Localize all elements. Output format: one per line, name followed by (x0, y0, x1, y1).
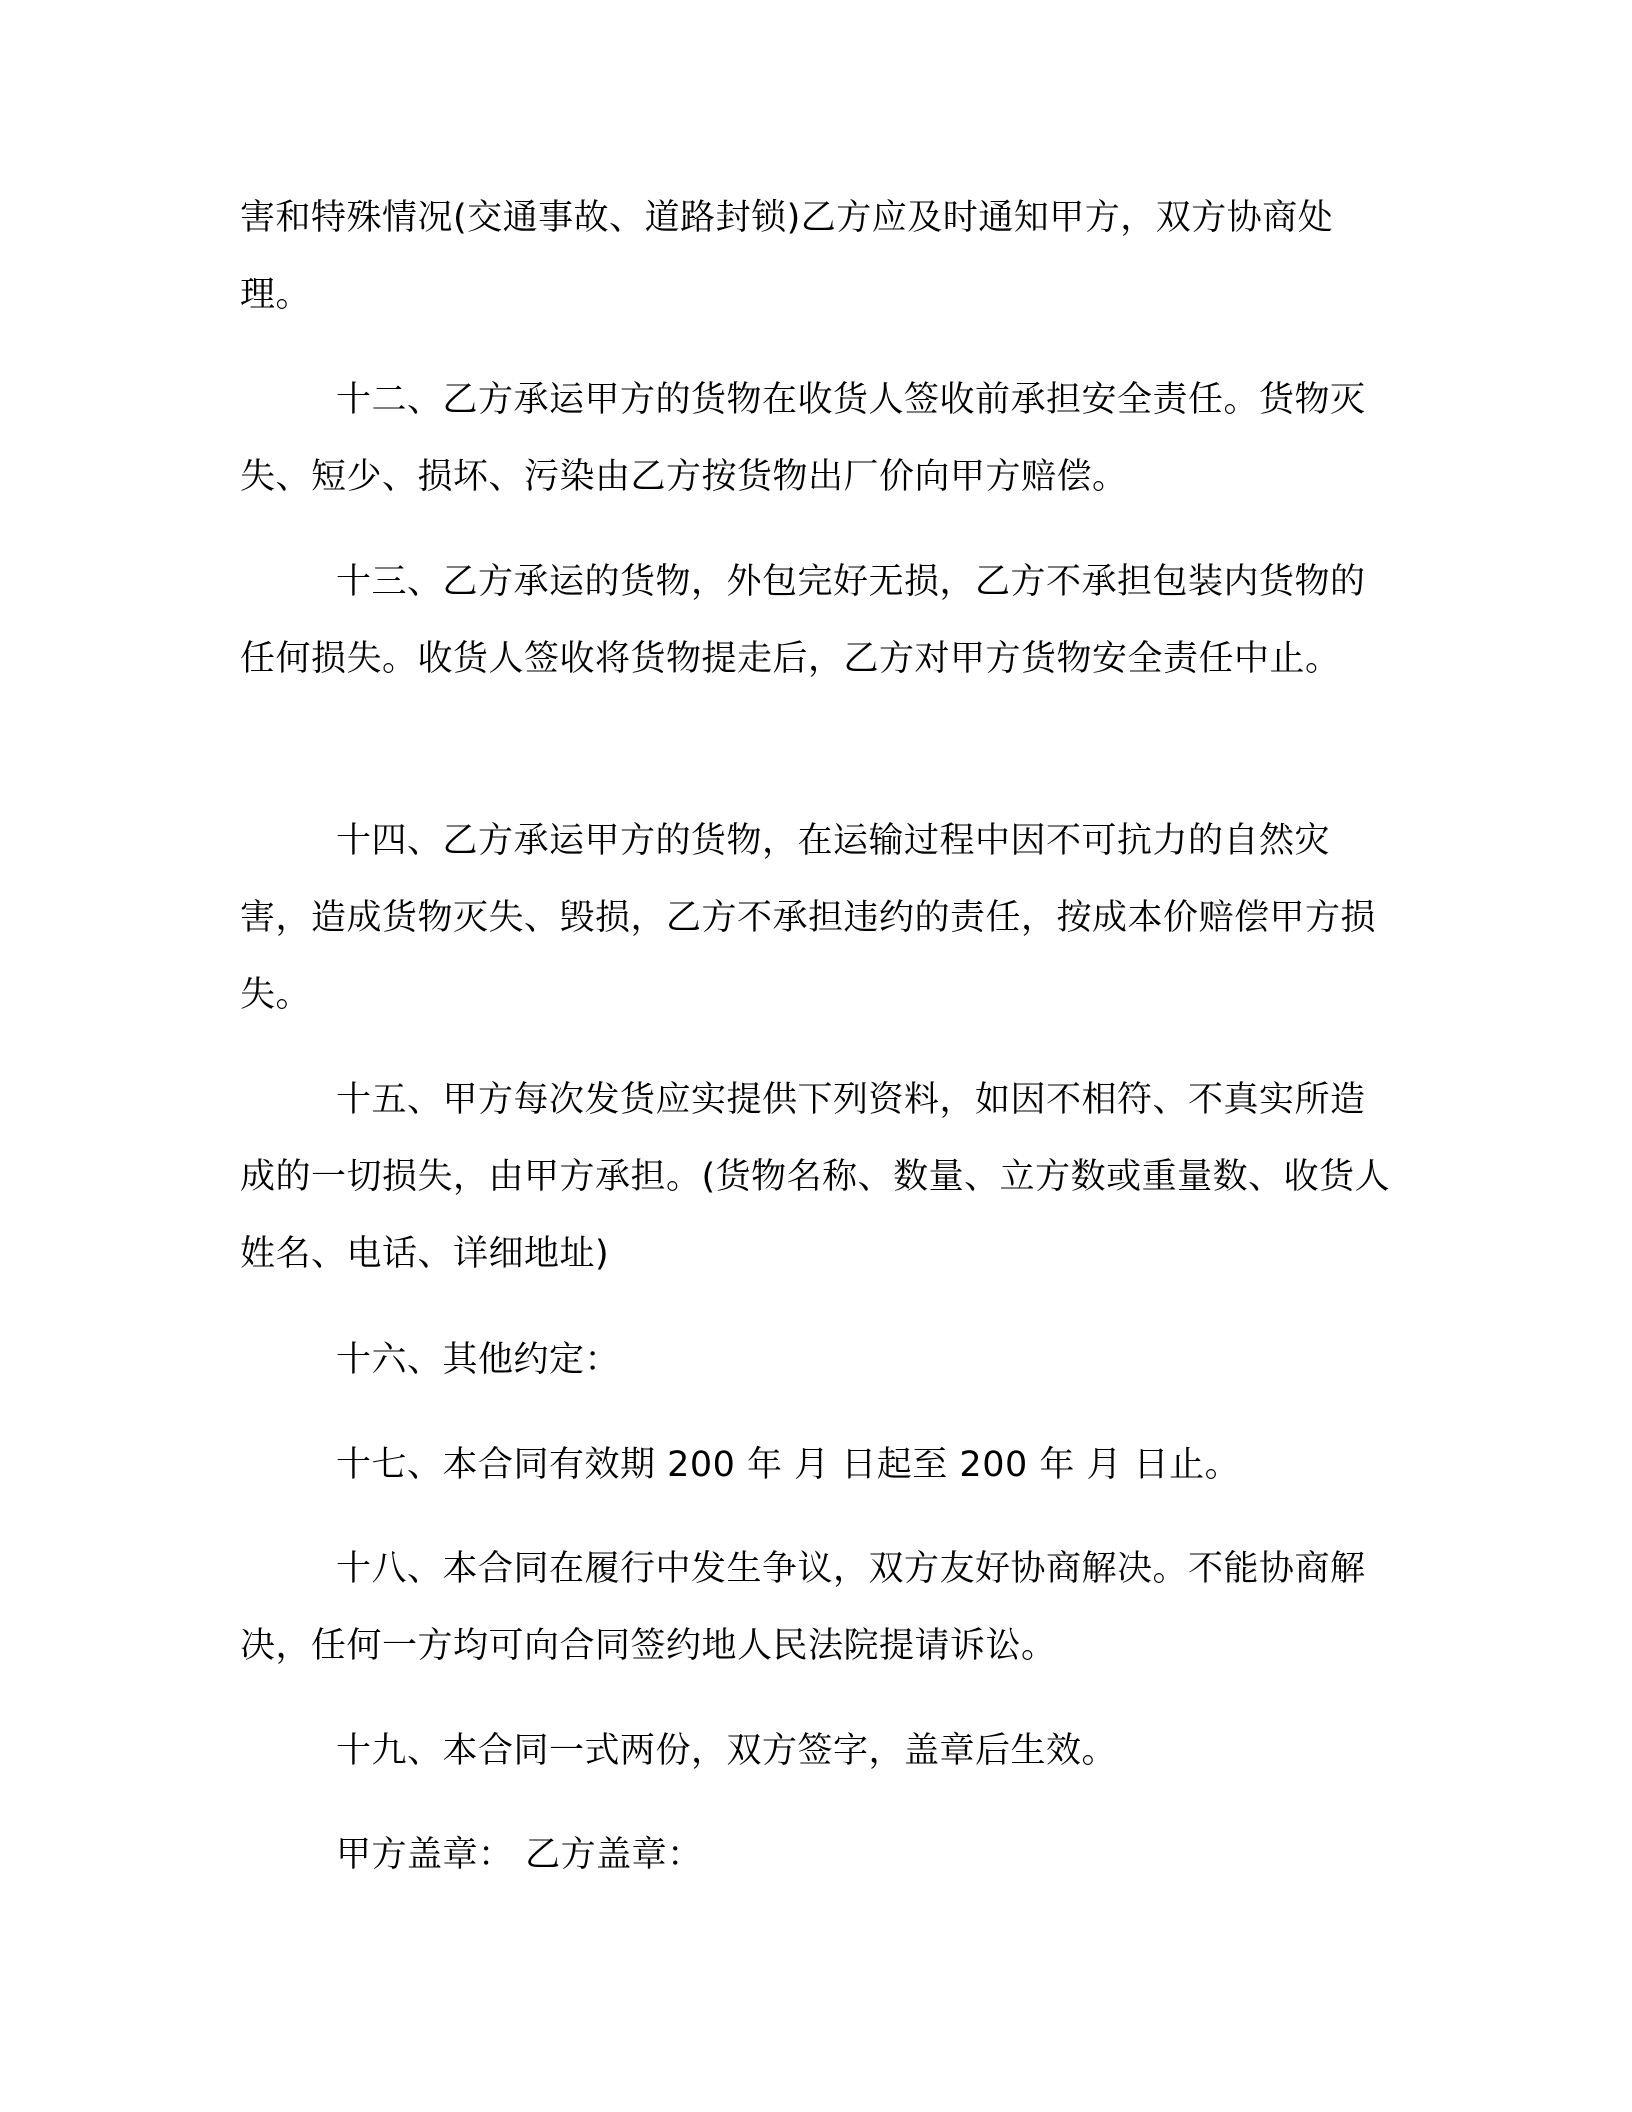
signature-line: 甲方盖章： 乙方盖章： (336, 1835, 703, 1875)
document-page (240, 0, 1392, 2112)
clause-14: 十四、乙方承运甲方的货物，在运输过程中因不可抗力的自然灾害，造成货物灭失、毁损，乙方不承担违约的责任，按成本价赔偿甲方损失。 (240, 821, 1377, 1015)
clause-12: 十二、乙方承运甲方的货物在收货人签收前承担安全责任。货物灭失、短少、损坏、污染由乙方按货物出厂价向甲方赔偿。 (240, 380, 1366, 497)
clause-16: 十六、其他约定： (336, 1340, 621, 1380)
clause-19: 十九、本合同一式两份，双方签字，盖章后生效。 (336, 1731, 1118, 1771)
paragraph-continued: 害和特殊情况(交通事故、道路封锁)乙方应及时通知甲方，双方协商处理。 (240, 198, 1334, 315)
clause-18: 十八、本合同在履行中发生争议，双方友好协商解决。不能协商解决，任何一方均可向合同签约地人民法院提请诉讼。 (240, 1549, 1366, 1666)
clause-17: 十七、本合同有效期 200 年 月 日起至 200 年 月 日止。 (336, 1445, 1241, 1485)
clause-15: 十五、甲方每次发货应实提供下列资料，如因不相符、不真实所造成的一切损失，由甲方承担。(货物名称、数量、立方数或重量数、收货人姓名、电话、详细地址) (240, 1080, 1391, 1274)
clause-13: 十三、乙方承运的货物，外包完好无损，乙方不承担包装内货物的任何损失。收货人签收将货物提走后，乙方对甲方货物安全责任中止。 (240, 562, 1366, 679)
